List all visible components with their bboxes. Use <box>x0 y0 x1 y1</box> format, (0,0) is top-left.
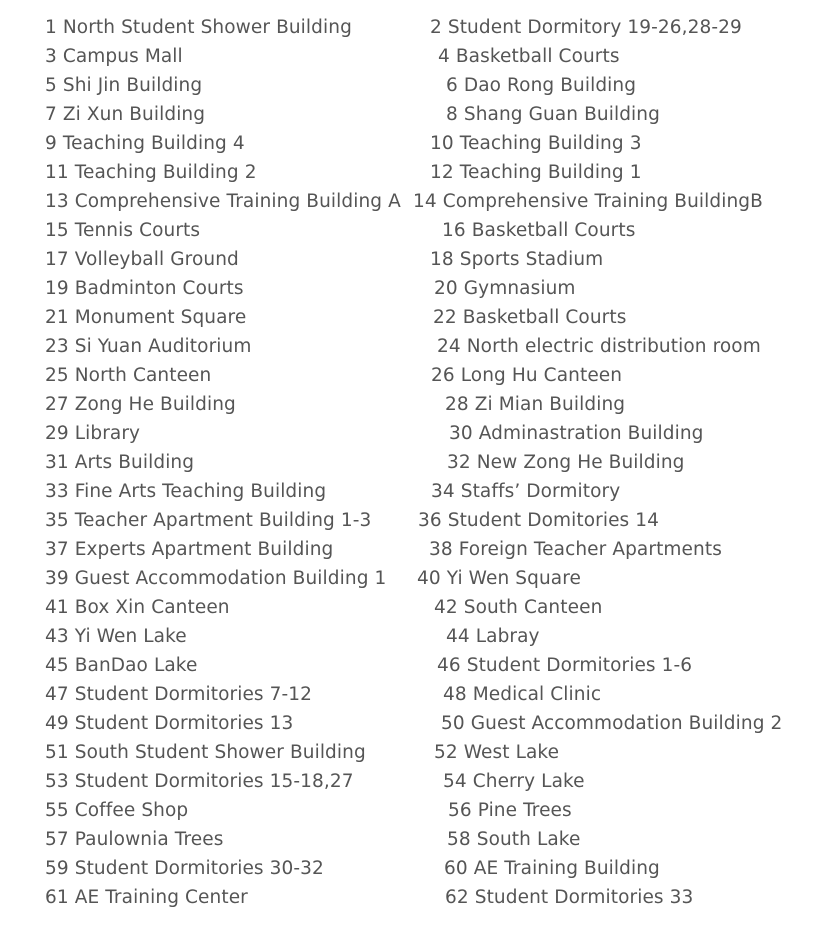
legend-item-left: 49 Student Dormitories 13 <box>45 713 294 734</box>
legend-item-left: 5 Shi Jin Building <box>45 75 203 96</box>
legend-item-left: 15 Tennis Courts <box>45 220 201 241</box>
legend-item-right: 36 Student Domitories 14 <box>418 510 660 531</box>
legend-item-left: 61 AE Training Center <box>45 887 248 908</box>
legend-item-left: 41 Box Xin Canteen <box>45 597 230 618</box>
legend-item-right: 30 Adminastration Building <box>449 423 704 444</box>
legend-item-left: 27 Zong He Building <box>45 394 236 415</box>
legend-item-right: 8 Shang Guan Building <box>446 104 660 125</box>
legend-item-left: 31 Arts Building <box>45 452 195 473</box>
legend-item-left: 1 North Student Shower Building <box>45 17 352 38</box>
legend-item-right: 16 Basketball Courts <box>442 220 636 241</box>
legend-item-right: 6 Dao Rong Building <box>446 75 637 96</box>
legend-item-right: 40 Yi Wen Square <box>417 568 582 589</box>
legend-row <box>0 767 816 796</box>
legend-item-right: 42 South Canteen <box>434 597 603 618</box>
legend-item-left: 59 Student Dormitories 30-32 <box>45 858 324 879</box>
legend-item-left: 37 Experts Apartment Building <box>45 539 334 560</box>
legend-row <box>0 71 816 100</box>
legend-row <box>0 361 816 390</box>
legend-row <box>0 680 816 709</box>
legend-row <box>0 796 816 825</box>
legend-item-right: 28 Zi Mian Building <box>445 394 626 415</box>
legend-item-right: 4 Basketball Courts <box>438 46 620 67</box>
legend-item-left: 3 Campus Mall <box>45 46 183 67</box>
legend-item-left: 55 Coffee Shop <box>45 800 189 821</box>
legend-item-right: 52 West Lake <box>434 742 560 763</box>
legend-row <box>0 883 816 912</box>
legend-row <box>0 593 816 622</box>
legend-row <box>0 274 816 303</box>
legend-item-right: 20 Gymnasium <box>434 278 576 299</box>
legend-item-left: 13 Comprehensive Training Building A <box>45 191 401 212</box>
legend-item-left: 9 Teaching Building 4 <box>45 133 245 154</box>
legend-item-right: 18 Sports Stadium <box>430 249 604 270</box>
legend-row <box>0 448 816 477</box>
legend-item-left: 39 Guest Accommodation Building 1 <box>45 568 387 589</box>
legend-item-left: 11 Teaching Building 2 <box>45 162 257 183</box>
legend-item-right: 22 Basketball Courts <box>433 307 627 328</box>
legend-row <box>0 303 816 332</box>
legend-item-left: 17 Volleyball Ground <box>45 249 239 270</box>
legend-item-left: 7 Zi Xun Building <box>45 104 206 125</box>
legend-item-left: 57 Paulownia Trees <box>45 829 224 850</box>
legend-item-right: 54 Cherry Lake <box>443 771 585 792</box>
legend-item-left: 35 Teacher Apartment Building 1-3 <box>45 510 372 531</box>
legend-item-right: 34 Staffs’ Dormitory <box>431 481 621 502</box>
legend-item-left: 23 Si Yuan Auditorium <box>45 336 252 357</box>
legend-item-left: 43 Yi Wen Lake <box>45 626 187 647</box>
legend-item-right: 58 South Lake <box>447 829 581 850</box>
legend-item-left: 19 Badminton Courts <box>45 278 244 299</box>
legend-item-left: 53 Student Dormitories 15-18,27 <box>45 771 354 792</box>
legend-item-right: 2 Student Dormitory 19-26,28-29 <box>430 17 742 38</box>
legend-row <box>0 419 816 448</box>
legend-item-left: 21 Monument Square <box>45 307 247 328</box>
legend-row <box>0 245 816 274</box>
legend-row <box>0 42 816 71</box>
legend-item-right: 44 Labray <box>446 626 540 647</box>
legend-row <box>0 564 816 593</box>
legend-row <box>0 506 816 535</box>
legend-item-right: 62 Student Dormitories 33 <box>445 887 694 908</box>
legend-item-right: 10 Teaching Building 3 <box>430 133 642 154</box>
legend-item-right: 14 Comprehensive Training BuildingB <box>413 191 763 212</box>
legend-row <box>0 738 816 767</box>
legend-item-left: 29 Library <box>45 423 141 444</box>
legend-row <box>0 709 816 738</box>
legend-row <box>0 129 816 158</box>
legend-row <box>0 13 816 42</box>
legend-row <box>0 100 816 129</box>
legend-item-right: 38 Foreign Teacher Apartments <box>429 539 722 560</box>
legend-item-right: 24 North electric distribution room <box>437 336 761 357</box>
legend-row <box>0 651 816 680</box>
legend-item-right: 32 New Zong He Building <box>447 452 685 473</box>
legend-row <box>0 390 816 419</box>
legend-item-right: 26 Long Hu Canteen <box>431 365 623 386</box>
legend-item-left: 47 Student Dormitories 7-12 <box>45 684 313 705</box>
legend-item-left: 51 South Student Shower Building <box>45 742 366 763</box>
legend-row <box>0 187 816 216</box>
legend-item-left: 33 Fine Arts Teaching Building <box>45 481 327 502</box>
legend-row <box>0 535 816 564</box>
legend-row <box>0 332 816 361</box>
legend-row <box>0 158 816 187</box>
legend-item-right: 48 Medical Clinic <box>443 684 602 705</box>
legend-row <box>0 477 816 506</box>
legend-row <box>0 854 816 883</box>
legend-row <box>0 622 816 651</box>
legend-row <box>0 825 816 854</box>
legend-item-right: 12 Teaching Building 1 <box>430 162 642 183</box>
legend-item-right: 50 Guest Accommodation Building 2 <box>441 713 783 734</box>
legend-item-right: 56 Pine Trees <box>448 800 572 821</box>
legend-row <box>0 216 816 245</box>
legend-item-right: 46 Student Dormitories 1-6 <box>437 655 693 676</box>
legend-item-left: 25 North Canteen <box>45 365 212 386</box>
legend-item-left: 45 BanDao Lake <box>45 655 198 676</box>
legend-item-right: 60 AE Training Building <box>444 858 660 879</box>
